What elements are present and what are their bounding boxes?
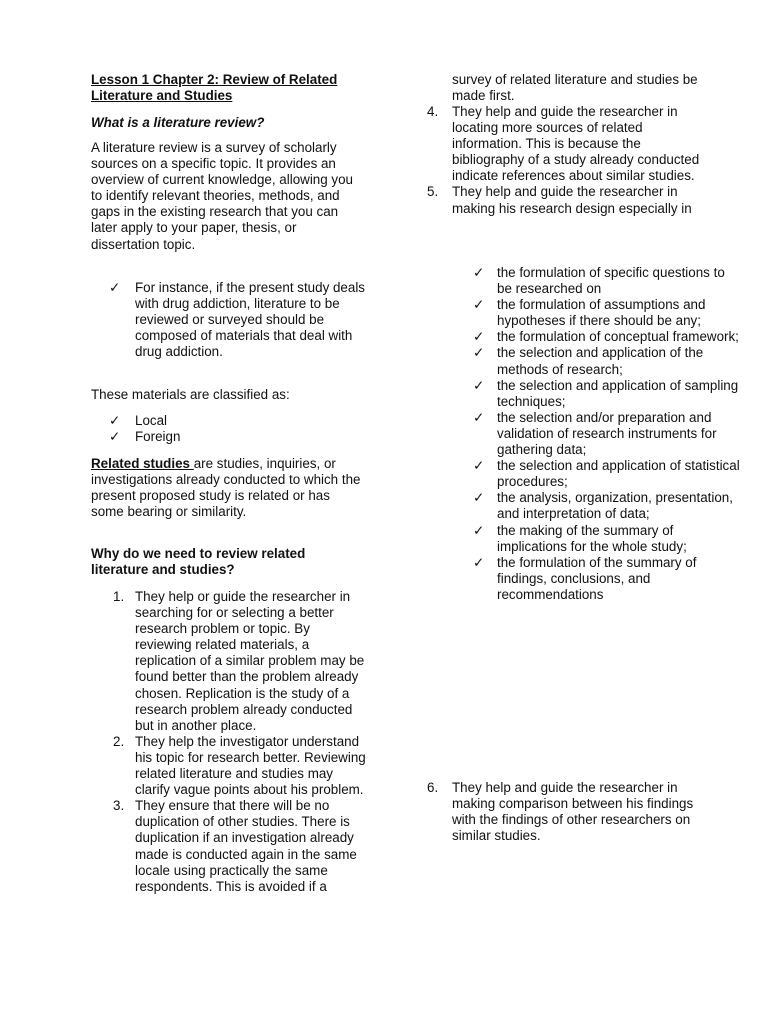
item-text: They help and guide the researcher in making his research design especially in [452, 184, 692, 216]
related-studies-term: Related studies [91, 456, 194, 471]
check-icon: ✓ [473, 297, 485, 313]
document-title: Lesson 1 Chapter 2: Review of Related Literature and Studies [91, 72, 338, 104]
item-number: 3. [113, 798, 125, 814]
check-icon: ✓ [109, 280, 121, 295]
check-icon: ✓ [473, 458, 485, 474]
list-item [109, 413, 366, 429]
question-heading-1: What is a literature review? [91, 115, 265, 130]
classes-list [109, 413, 366, 445]
list-item [113, 798, 366, 895]
example-text: For instance, if the present study deals with drug addiction, literature to be reviewed or surveyed should be composed of materials that deal with drug addiction. [135, 280, 365, 360]
list-item [427, 329, 742, 345]
item-text: They help and guide the researcher in locating more sources of related information. This is because the bibliography of a study already conducted indicate references about similar studies. [452, 104, 700, 184]
item-text: They help and guide the researcher in making comparison between his findings with the findings of other researchers on similar studies. [452, 780, 694, 844]
list-item [109, 280, 366, 360]
check-icon: ✓ [109, 413, 121, 428]
item-text: the analysis, organization, presentation, and interpretation of data; [497, 490, 733, 522]
list-item [427, 378, 742, 410]
item-number: 6. [427, 780, 439, 795]
item-text: the formulation of the summary of findings, conclusions, and recommendations [497, 554, 697, 602]
design-points-list [427, 265, 740, 603]
intro-paragraph: A literature review is a survey of scholarly sources on a specific topic. It provides an overview of current knowledge, allowing you to identify relevant theories, methods, and gaps in the existing research that you can later apply to your paper, thesis, or dissertation topic. [91, 140, 354, 252]
list-item [113, 589, 366, 734]
classified-paragraph: These materials are classified as: [91, 387, 290, 402]
check-icon: ✓ [473, 522, 485, 538]
reasons-list-continued [427, 104, 702, 217]
list-item [427, 490, 742, 522]
related-studies-paragraph [91, 456, 366, 520]
continuation-text: survey of related literature and studies be made first. [452, 72, 698, 104]
class-foreign: Foreign [135, 429, 181, 445]
list-item [427, 410, 742, 458]
list-item [427, 458, 742, 490]
item-text: the making of the summary of implications for the whole study; [497, 522, 687, 554]
item-text: the formulation of conceptual framework; [497, 329, 739, 345]
check-icon: ✓ [473, 345, 485, 361]
item-text: They ensure that there will be no duplication of other studies. There is duplication if an investigation already made is conducted again in the same locale using practically the same respondents. This is avoided if a [135, 798, 357, 894]
list-item [427, 265, 742, 297]
list-item [427, 184, 702, 216]
check-icon: ✓ [473, 409, 485, 425]
list-item [427, 345, 742, 377]
example-list [109, 280, 366, 360]
check-icon: ✓ [473, 490, 485, 506]
list-item [113, 734, 366, 798]
list-item [427, 104, 702, 184]
list-item [427, 523, 742, 555]
item-text: the formulation of assumptions and hypotheses if there should be any; [497, 297, 706, 329]
check-icon: ✓ [473, 377, 485, 393]
item-text: the selection and application of the methods of research; [497, 345, 704, 377]
item-text: the selection and application of statistical procedures; [497, 458, 740, 490]
item-number: 5. [427, 184, 439, 200]
class-local: Local [135, 413, 168, 428]
list-item [109, 429, 366, 445]
check-icon: ✓ [109, 429, 121, 445]
item-text: the selection and/or preparation and validation of research instruments for gathering data; [497, 409, 717, 458]
item-number: 1. [113, 589, 125, 604]
item-text: They help or guide the researcher in searching for or selecting a better research problem or topic. By reviewing related materials, a replication of a similar problem may be found better than the problem already chosen. Replication is the study of a research problem already conducted but in another place. [135, 589, 365, 733]
reasons-list-final [427, 780, 702, 844]
list-item [427, 297, 742, 329]
item-number: 2. [113, 733, 125, 749]
item-text: the selection and application of sampling techniques; [497, 377, 739, 409]
related-studies-definition: are studies, inquiries, or investigations already conducted to which the present proposed study is related or has some bearing or similarity. [91, 456, 361, 520]
item-text: the formulation of specific questions to be researched on [497, 265, 725, 297]
item-number: 4. [427, 104, 439, 119]
reasons-list [113, 589, 366, 895]
check-icon: ✓ [473, 329, 485, 345]
list-item [427, 780, 702, 844]
list-item [427, 555, 742, 603]
check-icon: ✓ [473, 265, 485, 280]
question-heading-2: Why do we need to review related literature and studies? [91, 546, 306, 578]
check-icon: ✓ [473, 554, 485, 570]
item-text: They help the investigator understand his topic for research better. Reviewing related literature and studies may clarify vague points about his problem. [135, 733, 366, 798]
